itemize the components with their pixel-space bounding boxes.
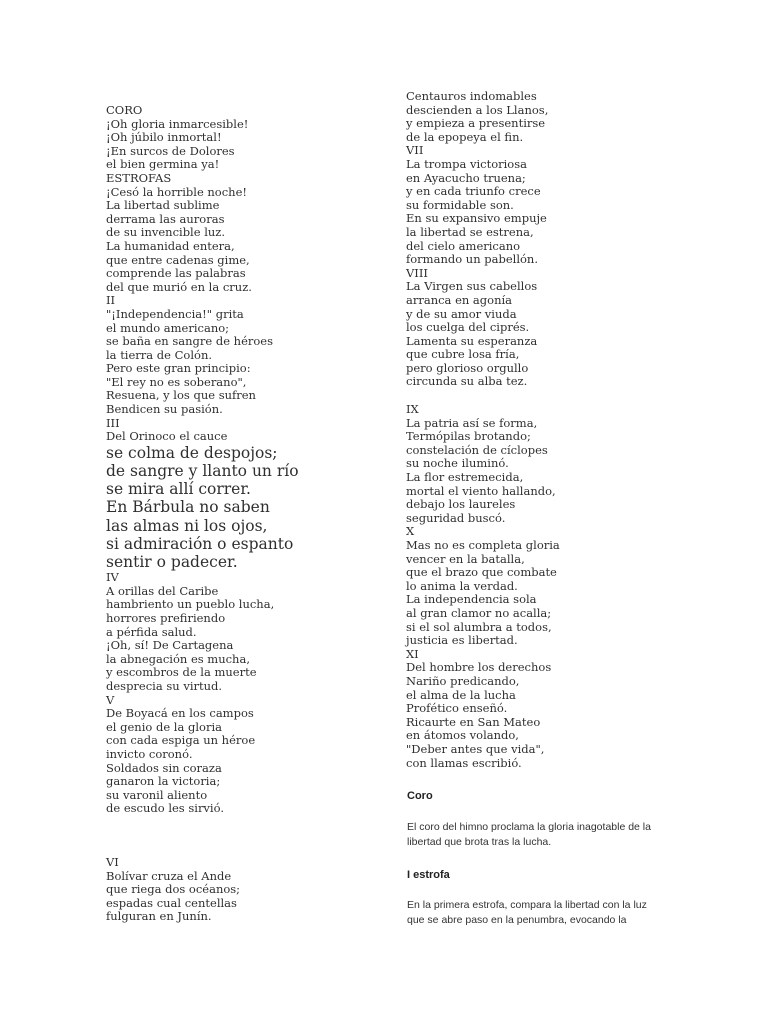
verse-line: su noche iluminó. [406, 456, 509, 471]
verse-line: lo anima la verdad. [406, 578, 518, 593]
verse-line: Soldados sin coraza [106, 760, 222, 775]
verse-line: En Bárbula no saben [106, 498, 270, 517]
verse-line: del que murió en la cruz. [106, 279, 252, 294]
verse-line: ¡Oh júbilo inmortal! [106, 130, 222, 145]
stanza-gap [406, 389, 560, 403]
verse-line: IV [106, 570, 119, 585]
verse-line: debajo los laureles [406, 497, 516, 512]
verse-line: del cielo americano [406, 238, 521, 253]
verse-line: formando un pabellón. [406, 252, 538, 267]
verse-line: y en cada triunfo crece [406, 184, 541, 199]
verse-line: que cubre losa fría, [406, 347, 520, 362]
verse-line: pero glorioso orgullo [406, 360, 529, 375]
verse-line: IX [406, 402, 419, 417]
verse-line: desprecia su virtud. [106, 679, 223, 694]
verse-line: los cuelga del ciprés. [406, 320, 530, 335]
verse-line: en átomos volando, [406, 728, 519, 743]
verse-line: "Deber antes que vida", [406, 741, 545, 756]
verse-line: con llamas escribió. [406, 755, 522, 770]
verse-line: La trompa victoriosa [406, 156, 527, 171]
verse-line: mortal el viento hallando, [406, 483, 556, 498]
verse-line: La flor estremecida, [406, 470, 524, 485]
stanza-4 [106, 571, 299, 693]
estrofas-block [106, 172, 299, 294]
verse-line: ¡Oh gloria inmarcesible! [106, 116, 249, 131]
stanza-9 [406, 403, 560, 525]
verse-line: el genio de la gloria [106, 719, 222, 734]
verse-line: invicto coronó. [106, 746, 193, 761]
verse-line: XI [406, 646, 419, 661]
verse-line: Pero este gran principio: [106, 361, 251, 376]
verse-line: que entre cadenas gime, [106, 252, 250, 267]
stanza-7 [406, 144, 560, 266]
verse-line: comprende las palabras [106, 266, 246, 281]
verse-line: al gran clamor no acalla; [406, 605, 552, 620]
verse-line: Nariño predicando, [406, 673, 520, 688]
verse-line: de sangre y llanto un río [106, 462, 299, 481]
verse-line: II [106, 293, 116, 308]
verse-line: horrores prefiriendo [106, 611, 226, 626]
stanza-11 [406, 648, 560, 770]
stanza-2 [106, 294, 299, 416]
verse-line: de la epopeya el fin. [406, 129, 524, 144]
verse-line: ¡Oh, sí! De Cartagena [106, 638, 234, 653]
verse-line: y escombros de la muerte [106, 665, 257, 680]
verse-line: si el sol alumbra a todos, [406, 619, 552, 634]
verse-line: arranca en agonía [406, 292, 513, 307]
verse-line: el bien germina ya! [106, 157, 220, 172]
verse-line: ganaron la victoria; [106, 774, 221, 789]
verse-line: Bendicen su pasión. [106, 402, 223, 417]
stanza-6 [106, 856, 299, 924]
verse-line: ¡En surcos de Dolores [106, 143, 235, 158]
verse-line: que riega dos océanos; [106, 882, 241, 897]
right-column [406, 90, 560, 770]
stanza-3-large [106, 444, 299, 571]
verse-line: circunda su alba tez. [406, 374, 528, 389]
verse-line: VI [106, 854, 119, 869]
verse-line: La humanidad entera, [106, 238, 235, 253]
estrofa-heading: I estrofa [407, 869, 450, 881]
verse-line: Del Orinoco el cauce [106, 429, 228, 444]
verse-line: ¡Cesó la horrible noche! [106, 184, 248, 199]
stanza-8 [406, 267, 560, 389]
verse-line: en Ayacucho truena; [406, 170, 526, 185]
left-column [106, 104, 299, 924]
verse-line: "¡Independencia!" grita [106, 306, 244, 321]
verse-line: de escudo les sirvió. [106, 801, 224, 816]
verse-line: Termópilas brotando; [406, 429, 531, 444]
verse-line: las almas ni los ojos, [106, 516, 268, 535]
verse-line: V [106, 692, 115, 707]
verse-line: La Virgen sus cabellos [406, 279, 538, 294]
verse-line: "El rey no es soberano", [106, 374, 247, 389]
verse-line: a pérfida salud. [106, 624, 197, 639]
verse-line: CORO [106, 103, 143, 117]
verse-line: III [106, 415, 120, 430]
verse-line: espadas cual centellas [106, 895, 237, 910]
verse-line: Bolívar cruza el Ande [106, 868, 232, 883]
verse-line: seguridad buscó. [406, 510, 506, 525]
verse-line: la tierra de Colón. [106, 347, 213, 362]
verse-line: Lamenta su esperanza [406, 333, 538, 348]
verse-line: X [406, 524, 415, 539]
verse-line: sentir o padecer. [106, 553, 238, 572]
stanza-6-continued [406, 90, 560, 144]
estrofa-commentary: En la primera estrofa, compara la libertad con la luz que se abre paso en la penumbra, evocando la [407, 899, 647, 926]
verse-line: justicia es libertad. [406, 633, 518, 648]
verse-line: descienden a los Llanos, [406, 102, 549, 117]
verse-line: VIII [406, 265, 428, 280]
stanza-gap [106, 816, 299, 856]
verse-line: si admiración o espanto [106, 534, 294, 553]
verse-line: La patria así se forma, [406, 415, 538, 430]
verse-line: En su expansivo empuje [406, 211, 547, 226]
verse-line: ESTROFAS [106, 170, 172, 185]
verse-line: VII [406, 143, 424, 158]
verse-line: La independencia sola [406, 592, 537, 607]
verse-line: el mundo americano; [106, 320, 230, 335]
verse-line: La libertad sublime [106, 198, 220, 213]
verse-line: constelación de cíclopes [406, 442, 548, 457]
verse-line: el alma de la lucha [406, 687, 516, 702]
verse-line: Del hombre los derechos [406, 660, 552, 675]
verse-line: Mas no es completa gloria [406, 538, 560, 552]
verse-line: A orillas del Caribe [106, 583, 219, 598]
verse-line: vencer en la batalla, [406, 551, 525, 566]
coro-block [106, 104, 299, 172]
verse-line: la abnegación es mucha, [106, 651, 250, 666]
verse-line: se baña en sangre de héroes [106, 334, 274, 349]
verse-line: De Boyacá en los campos [106, 706, 254, 721]
verse-line: la libertad se estrena, [406, 224, 534, 239]
verse-line: Centauros indomables [406, 89, 537, 103]
stanza-3-intro [106, 417, 299, 444]
coro-commentary: El coro del himno proclama la gloria inagotable de la libertad que brota tras la lucha. [407, 821, 651, 848]
verse-line: derrama las auroras [106, 211, 225, 226]
verse-line: Resuena, y los que sufren [106, 388, 256, 403]
verse-line: y empieza a presentirse [406, 116, 546, 131]
stanza-10 [406, 525, 560, 647]
verse-line: su formidable son. [406, 197, 514, 212]
verse-line: con cada espiga un héroe [106, 733, 256, 748]
verse-line: hambriento un pueblo lucha, [106, 597, 275, 612]
stanza-5 [106, 694, 299, 816]
verse-line: se mira allí correr. [106, 480, 251, 499]
verse-line: y de su amor viuda [406, 306, 517, 321]
verse-line: Profético enseñó. [406, 701, 508, 716]
verse-line: su varonil aliento [106, 787, 208, 802]
verse-line: se colma de despojos; [106, 443, 278, 462]
verse-line: de su invencible luz. [106, 225, 225, 240]
verse-line: fulguran en Junín. [106, 909, 212, 924]
coro-heading: Coro [407, 790, 433, 802]
verse-line: que el brazo que combate [406, 565, 557, 580]
verse-line: Ricaurte en San Mateo [406, 714, 541, 729]
